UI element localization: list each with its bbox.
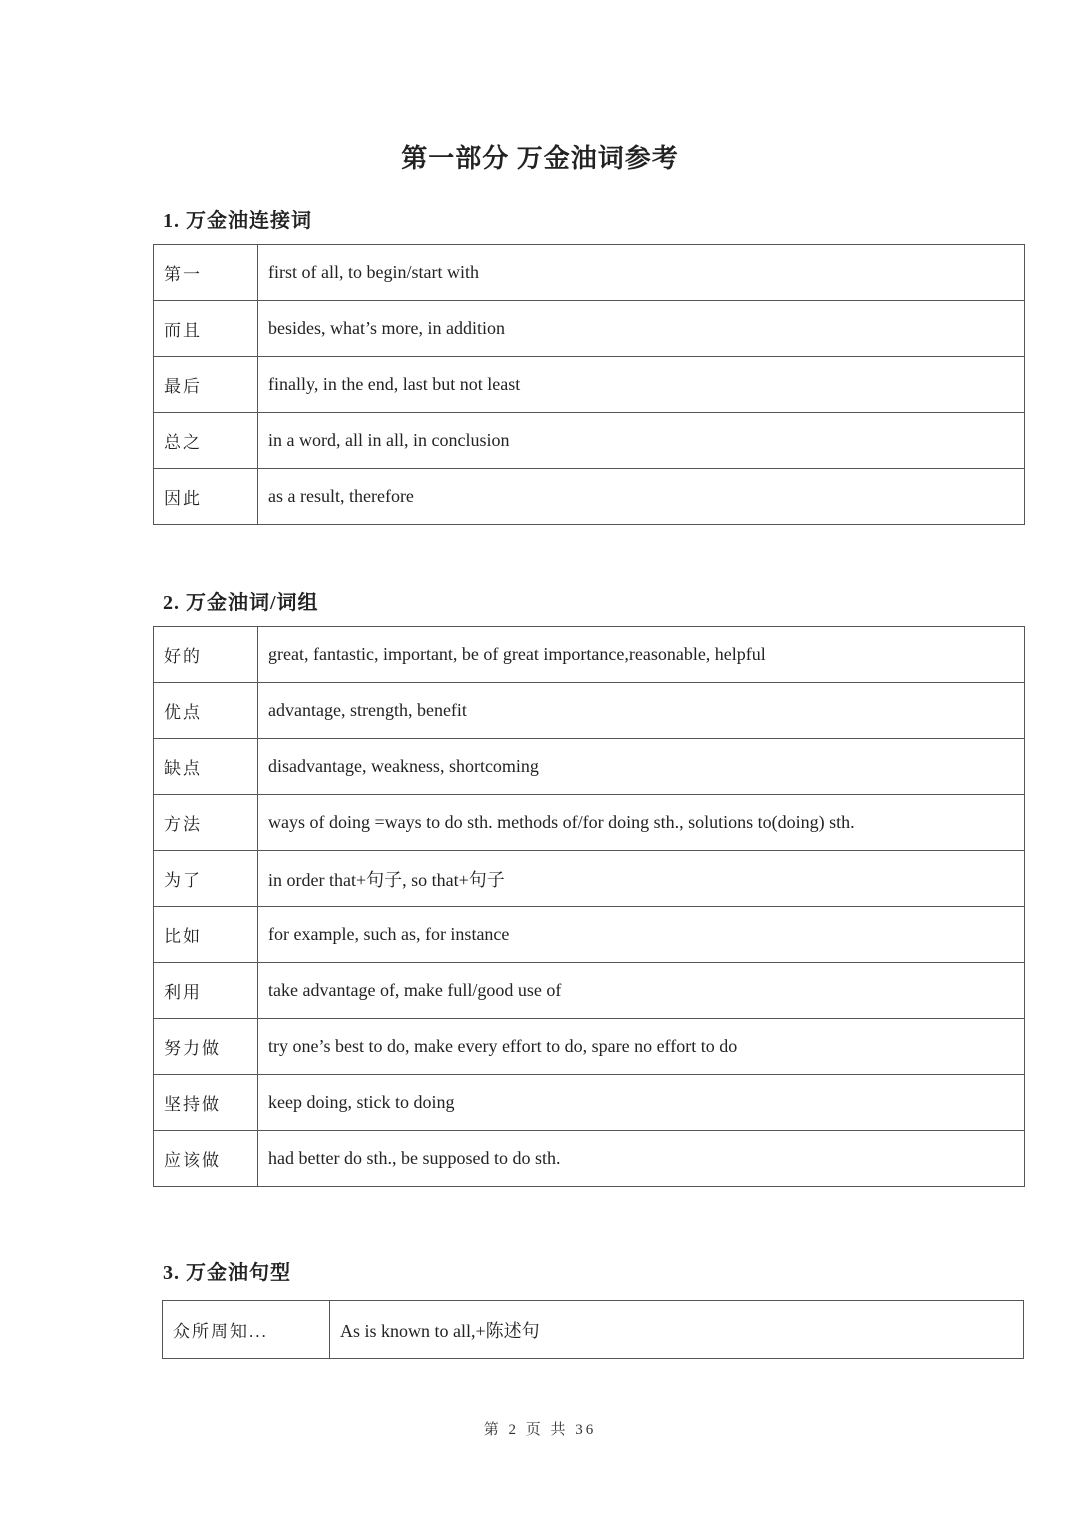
en-phrases: great, fantastic, important, be of great importance,reasonable, helpful: [258, 627, 1025, 683]
table-row: [154, 907, 1025, 963]
zh-term: 最后: [154, 357, 258, 413]
en-phrases: advantage, strength, benefit: [258, 683, 1025, 739]
table-row: [154, 1131, 1025, 1187]
zh-term: 坚持做: [154, 1075, 258, 1131]
table-row: [154, 683, 1025, 739]
zh-term: 努力做: [154, 1019, 258, 1075]
page-title: 第一部分 万金油词参考: [401, 144, 679, 173]
en-phrases: besides, what’s more, in addition: [258, 301, 1025, 357]
table-row: [154, 739, 1025, 795]
zh-term: 优点: [154, 683, 258, 739]
en-phrases: try one’s best to do, make every effort to do, spare no effort to do: [258, 1019, 1025, 1075]
zh-term: 方法: [154, 795, 258, 851]
table-row: [154, 301, 1025, 357]
en-phrases: in order that+句子, so that+句子: [258, 851, 1025, 907]
section-heading-sentence-patterns: 3. 万金油句型: [163, 1262, 291, 1284]
en-phrases: first of all, to begin/start with: [258, 245, 1025, 301]
en-phrases: as a result, therefore: [258, 469, 1025, 525]
zh-term: 好的: [154, 627, 258, 683]
en-phrases: finally, in the end, last but not least: [258, 357, 1025, 413]
section-heading-phrases: 2. 万金油词/词组: [163, 592, 319, 614]
table-row: [154, 963, 1025, 1019]
en-phrases: in a word, all in all, in conclusion: [258, 413, 1025, 469]
table-row: [154, 413, 1025, 469]
zh-term: 利用: [154, 963, 258, 1019]
en-phrases: had better do sth., be supposed to do sth.: [258, 1131, 1025, 1187]
sentence-patterns-table: [162, 1300, 1024, 1359]
table-row: [154, 795, 1025, 851]
zh-term: 缺点: [154, 739, 258, 795]
en-phrases: take advantage of, make full/good use of: [258, 963, 1025, 1019]
phrases-table: [153, 626, 1025, 1187]
zh-term: 因此: [154, 469, 258, 525]
table-row: [154, 245, 1025, 301]
section-heading-connectors: 1. 万金油连接词: [163, 210, 312, 232]
zh-term: 而且: [154, 301, 258, 357]
en-phrases: ways of doing =ways to do sth. methods of/for doing sth., solutions to(doing) sth.: [258, 795, 1025, 851]
zh-term: 为了: [154, 851, 258, 907]
table-row: [154, 469, 1025, 525]
table-row: [154, 627, 1025, 683]
zh-term: 第一: [154, 245, 258, 301]
zh-term: 比如: [154, 907, 258, 963]
en-phrases: As is known to all,+陈述句: [330, 1301, 1024, 1359]
zh-term: 应该做: [154, 1131, 258, 1187]
en-phrases: disadvantage, weakness, shortcoming: [258, 739, 1025, 795]
table-row: [163, 1301, 1024, 1359]
zh-term: 总之: [154, 413, 258, 469]
table-row: [154, 357, 1025, 413]
en-phrases: for example, such as, for instance: [258, 907, 1025, 963]
en-phrases: keep doing, stick to doing: [258, 1075, 1025, 1131]
connectors-table: [153, 244, 1025, 525]
zh-term: 众所周知...: [163, 1301, 330, 1359]
table-row: [154, 1019, 1025, 1075]
table-row: [154, 851, 1025, 907]
table-row: [154, 1075, 1025, 1131]
page-footer: 第 2 页 共 36: [483, 1422, 597, 1438]
